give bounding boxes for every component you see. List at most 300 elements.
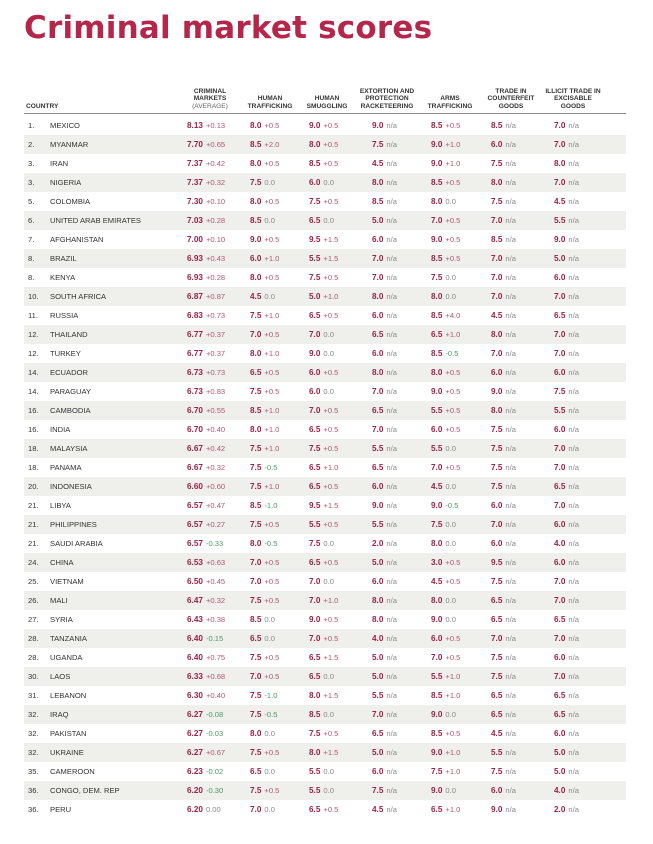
score-change: +0.5	[445, 121, 461, 130]
cell-criminal-markets	[187, 743, 225, 762]
score-change: n/a	[568, 254, 579, 263]
cell-excisable-goods	[554, 648, 579, 667]
score-value: 6.0	[554, 558, 566, 567]
score-change: -0.02	[205, 767, 224, 776]
score-value: 8.5	[431, 349, 443, 358]
score-change: 0.0	[323, 672, 334, 681]
table-row	[24, 154, 626, 173]
score-value: 6.0	[309, 387, 321, 396]
score-value: 6.87	[187, 292, 203, 301]
score-change: 0.0	[445, 197, 456, 206]
score-value: 6.5	[309, 672, 321, 681]
score-value: 5.0	[554, 254, 566, 263]
cell-human-trafficking	[250, 439, 279, 458]
cell-excisable-goods	[554, 230, 579, 249]
score-change: n/a	[386, 653, 397, 662]
table-row	[24, 192, 626, 211]
score-value: 7.30	[187, 197, 203, 206]
table-row	[24, 667, 626, 686]
cell-counterfeit-goods	[491, 762, 516, 781]
cell-counterfeit-goods	[491, 306, 516, 325]
score-value: 9.5	[309, 235, 321, 244]
cell-criminal-markets	[187, 249, 225, 268]
cell-human-trafficking	[250, 211, 275, 230]
score-change: n/a	[386, 786, 397, 795]
score-change: +1.0	[264, 482, 280, 491]
score-change: -0.5	[445, 349, 459, 358]
cell-human-trafficking	[250, 648, 279, 667]
score-value: 7.0	[554, 596, 566, 605]
score-change: +0.40	[205, 425, 226, 434]
score-change: -0.5	[264, 463, 278, 472]
score-value: 5.5	[309, 254, 321, 263]
country-name: IRAQ	[50, 710, 69, 719]
cell-arms-trafficking	[431, 306, 460, 325]
score-change: n/a	[568, 292, 579, 301]
table-row	[24, 173, 626, 192]
cell-arms-trafficking	[431, 610, 456, 629]
score-change: +0.5	[323, 444, 339, 453]
cell-human-smuggling	[309, 401, 338, 420]
score-value: 7.5	[491, 653, 503, 662]
country-name: VIETNAM	[50, 577, 84, 586]
score-change: +0.5	[445, 235, 461, 244]
score-value: 7.0	[372, 387, 384, 396]
score-change: +0.5	[445, 387, 461, 396]
cell-criminal-markets	[187, 439, 225, 458]
country-name: LAOS	[50, 672, 71, 681]
country-name: SOUTH AFRICA	[50, 292, 107, 301]
score-change: +0.5	[323, 520, 339, 529]
score-change: n/a	[505, 254, 516, 263]
score-value: 7.0	[250, 577, 262, 586]
cell-excisable-goods	[554, 249, 579, 268]
score-change: 0.0	[445, 482, 456, 491]
cell-extortion	[372, 306, 397, 325]
table-row	[24, 743, 626, 762]
cell-criminal-markets	[187, 781, 223, 800]
score-value: 5.5	[554, 406, 566, 415]
cell-human-smuggling	[309, 534, 334, 553]
rank: 16.	[28, 425, 39, 434]
cell-excisable-goods	[554, 591, 579, 610]
cell-human-trafficking	[250, 724, 275, 743]
score-value: 6.5	[372, 330, 384, 339]
score-change: 0.0	[445, 539, 456, 548]
score-change: n/a	[505, 672, 516, 681]
score-change: +1.0	[264, 425, 280, 434]
cell-human-smuggling	[309, 477, 338, 496]
score-change: n/a	[505, 653, 516, 662]
score-change: 0.0	[445, 615, 456, 624]
cell-arms-trafficking	[431, 496, 458, 515]
score-value: 6.5	[372, 406, 384, 415]
score-value: 6.43	[187, 615, 203, 624]
cell-extortion	[372, 762, 397, 781]
score-change: n/a	[386, 406, 397, 415]
score-value: 7.0	[431, 653, 443, 662]
cell-extortion	[372, 325, 397, 344]
cell-counterfeit-goods	[491, 325, 516, 344]
score-value: 4.0	[554, 539, 566, 548]
score-change: +0.5	[323, 368, 339, 377]
cell-counterfeit-goods	[491, 648, 516, 667]
score-change: n/a	[505, 577, 516, 586]
cell-excisable-goods	[554, 800, 579, 819]
score-value: 6.5	[250, 368, 262, 377]
score-change: n/a	[568, 520, 579, 529]
cell-counterfeit-goods	[491, 781, 516, 800]
cell-human-smuggling	[309, 781, 334, 800]
cell-extortion	[372, 705, 397, 724]
score-change: n/a	[505, 235, 516, 244]
rank: 31.	[28, 691, 39, 700]
score-change: n/a	[505, 159, 516, 168]
cell-arms-trafficking	[431, 154, 460, 173]
score-value: 5.5	[491, 748, 503, 757]
score-value: 6.5	[554, 615, 566, 624]
score-change: -0.5	[264, 710, 278, 719]
cell-excisable-goods	[554, 458, 579, 477]
cell-human-smuggling	[309, 762, 334, 781]
score-change: +0.5	[264, 121, 280, 130]
score-value: 5.5	[372, 444, 384, 453]
cell-excisable-goods	[554, 116, 579, 135]
score-change: n/a	[386, 444, 397, 453]
cell-arms-trafficking	[431, 192, 456, 211]
score-change: +0.42	[205, 159, 226, 168]
score-change: n/a	[505, 444, 516, 453]
cell-excisable-goods	[554, 344, 579, 363]
score-change: +1.5	[323, 748, 339, 757]
cell-human-smuggling	[309, 591, 338, 610]
table-row	[24, 230, 626, 249]
score-change: n/a	[568, 482, 579, 491]
score-value: 6.0	[431, 425, 443, 434]
score-value: 6.93	[187, 273, 203, 282]
cell-extortion	[372, 686, 397, 705]
cell-arms-trafficking	[431, 211, 460, 230]
rank: 8.	[28, 273, 35, 282]
score-change: n/a	[505, 482, 516, 491]
score-value: 7.0	[431, 216, 443, 225]
score-value: 6.0	[372, 577, 384, 586]
score-value: 7.0	[491, 216, 503, 225]
score-change: n/a	[386, 805, 397, 814]
score-change: n/a	[386, 140, 397, 149]
score-value: 9.5	[309, 501, 321, 510]
score-value: 6.5	[491, 596, 503, 605]
cell-human-trafficking	[250, 363, 279, 382]
score-change: n/a	[568, 159, 579, 168]
score-value: 7.5	[431, 767, 443, 776]
score-change: 0.0	[323, 539, 334, 548]
score-value: 7.0	[491, 634, 503, 643]
score-value: 6.0	[309, 178, 321, 187]
rank: 36.	[28, 805, 39, 814]
country-name: ECUADOR	[50, 368, 88, 377]
cell-criminal-markets	[187, 173, 225, 192]
score-change: +0.5	[445, 368, 461, 377]
score-value: 7.5	[309, 539, 321, 548]
score-value: 8.0	[431, 292, 443, 301]
cell-excisable-goods	[554, 363, 579, 382]
score-change: n/a	[568, 729, 579, 738]
cell-excisable-goods	[554, 439, 579, 458]
score-value: 9.0	[431, 387, 443, 396]
cell-human-smuggling	[309, 287, 338, 306]
score-value: 8.5	[250, 140, 262, 149]
score-value: 8.0	[250, 539, 262, 548]
cell-human-trafficking	[250, 743, 279, 762]
cell-extortion	[372, 458, 397, 477]
score-change: +0.5	[323, 159, 339, 168]
score-change: 0.0	[264, 729, 275, 738]
score-change: +0.5	[445, 425, 461, 434]
score-change: 0.0	[323, 767, 334, 776]
score-change: +1.0	[445, 140, 461, 149]
score-value: 6.5	[309, 482, 321, 491]
cell-human-smuggling	[309, 116, 338, 135]
cell-human-smuggling	[309, 667, 334, 686]
score-change: n/a	[386, 710, 397, 719]
header-human-trafficking: HUMAN TRAFFICKING	[247, 95, 293, 110]
score-change: n/a	[568, 178, 579, 187]
cell-human-smuggling	[309, 268, 338, 287]
score-value: 7.5	[250, 748, 262, 757]
cell-human-smuggling	[309, 705, 334, 724]
score-change: +0.5	[264, 273, 280, 282]
score-change: +1.0	[323, 596, 339, 605]
score-value: 4.5	[250, 292, 262, 301]
score-value: 6.0	[554, 520, 566, 529]
score-change: n/a	[505, 387, 516, 396]
cell-arms-trafficking	[431, 363, 460, 382]
country-name: MALAYSIA	[50, 444, 88, 453]
score-value: 6.33	[187, 672, 203, 681]
score-change: 0.0	[323, 178, 334, 187]
rank: 26.	[28, 596, 39, 605]
score-change: -0.03	[205, 729, 224, 738]
country-name: PERU	[50, 805, 72, 814]
rank: 21.	[28, 501, 39, 510]
score-change: +1.0	[445, 805, 461, 814]
cell-human-smuggling	[309, 743, 338, 762]
cell-arms-trafficking	[431, 667, 460, 686]
cell-counterfeit-goods	[491, 591, 516, 610]
score-change: +0.55	[205, 406, 226, 415]
score-value: 8.5	[491, 235, 503, 244]
score-value: 8.0	[250, 121, 262, 130]
cell-excisable-goods	[554, 382, 579, 401]
score-value: 6.5	[554, 710, 566, 719]
score-change: +1.5	[323, 235, 339, 244]
score-change: +1.0	[264, 406, 280, 415]
score-change: n/a	[568, 387, 579, 396]
score-value: 8.0	[431, 596, 443, 605]
score-value: 7.5	[250, 691, 262, 700]
score-value: 8.0	[250, 729, 262, 738]
score-change: +0.5	[264, 653, 280, 662]
cell-excisable-goods	[554, 610, 579, 629]
cell-counterfeit-goods	[491, 420, 516, 439]
score-value: 7.5	[250, 482, 262, 491]
cell-excisable-goods	[554, 401, 579, 420]
score-change: n/a	[386, 539, 397, 548]
cell-counterfeit-goods	[491, 287, 516, 306]
score-value: 4.5	[431, 482, 443, 491]
score-change: 0.0	[445, 596, 456, 605]
rank: 28.	[28, 634, 39, 643]
score-value: 6.0	[309, 368, 321, 377]
score-value: 6.83	[187, 311, 203, 320]
cell-excisable-goods	[554, 515, 579, 534]
cell-criminal-markets	[187, 591, 225, 610]
cell-criminal-markets	[187, 116, 225, 135]
score-change: +0.5	[323, 482, 339, 491]
score-change: n/a	[386, 425, 397, 434]
score-value: 6.30	[187, 691, 203, 700]
score-value: 6.67	[187, 444, 203, 453]
cell-human-smuggling	[309, 724, 338, 743]
table-row	[24, 306, 626, 325]
cell-excisable-goods	[554, 686, 579, 705]
score-value: 6.40	[187, 653, 203, 662]
score-value: 7.5	[491, 159, 503, 168]
cell-human-smuggling	[309, 325, 334, 344]
score-change: +0.37	[205, 349, 226, 358]
cell-human-trafficking	[250, 173, 275, 192]
cell-excisable-goods	[554, 325, 579, 344]
score-value: 6.0	[491, 501, 503, 510]
score-change: +0.60	[205, 482, 226, 491]
cell-counterfeit-goods	[491, 686, 516, 705]
score-change: +1.0	[323, 292, 339, 301]
country-name: SYRIA	[50, 615, 73, 624]
score-value: 7.5	[250, 710, 262, 719]
cell-human-trafficking	[250, 230, 279, 249]
table-row	[24, 439, 626, 458]
score-value: 6.20	[187, 805, 203, 814]
cell-excisable-goods	[554, 743, 579, 762]
score-value: 9.0	[309, 349, 321, 358]
country-name: MALI	[50, 596, 68, 605]
cell-extortion	[372, 572, 397, 591]
score-value: 8.0	[372, 292, 384, 301]
score-change: +0.5	[445, 729, 461, 738]
cell-extortion	[372, 800, 397, 819]
score-change: n/a	[505, 330, 516, 339]
cell-counterfeit-goods	[491, 116, 516, 135]
cell-criminal-markets	[187, 800, 221, 819]
score-change: n/a	[386, 273, 397, 282]
score-value: 6.5	[554, 311, 566, 320]
score-value: 6.73	[187, 387, 203, 396]
header-extortion: EXTORTION AND PROTECTION RACKETEERING	[359, 87, 415, 110]
score-value: 6.5	[309, 311, 321, 320]
score-change: +0.73	[205, 368, 226, 377]
score-change: n/a	[568, 425, 579, 434]
score-change: +0.5	[264, 197, 280, 206]
cell-arms-trafficking	[431, 705, 456, 724]
score-change: 0.0	[445, 710, 456, 719]
score-value: 5.5	[431, 406, 443, 415]
cell-counterfeit-goods	[491, 515, 516, 534]
cell-human-trafficking	[250, 629, 275, 648]
score-value: 2.0	[554, 805, 566, 814]
score-value: 4.0	[554, 786, 566, 795]
score-value: 6.60	[187, 482, 203, 491]
cell-excisable-goods	[554, 496, 579, 515]
score-value: 9.0	[431, 235, 443, 244]
score-value: 5.0	[372, 672, 384, 681]
cell-arms-trafficking	[431, 724, 460, 743]
country-name: TURKEY	[50, 349, 81, 358]
score-change: +0.68	[205, 672, 226, 681]
cell-criminal-markets	[187, 572, 225, 591]
score-value: 9.0	[431, 140, 443, 149]
score-change: 0.0	[264, 767, 275, 776]
score-value: 6.0	[372, 482, 384, 491]
score-value: 7.0	[491, 292, 503, 301]
score-value: 7.37	[187, 159, 203, 168]
score-change: n/a	[505, 349, 516, 358]
cell-human-smuggling	[309, 496, 338, 515]
score-value: 4.5	[491, 311, 503, 320]
score-change: n/a	[505, 216, 516, 225]
score-value: 8.5	[309, 710, 321, 719]
header-divider	[24, 113, 626, 114]
country-name: MYANMAR	[50, 140, 89, 149]
score-value: 2.0	[372, 539, 384, 548]
country-name: UNITED ARAB EMIRATES	[50, 216, 141, 225]
score-change: n/a	[505, 368, 516, 377]
header-counterfeit-goods: TRADE IN COUNTERFEIT GOODS	[487, 87, 535, 110]
score-value: 5.5	[431, 444, 443, 453]
score-change: +0.32	[205, 178, 226, 187]
cell-human-trafficking	[250, 591, 279, 610]
score-change: +0.5	[323, 121, 339, 130]
score-value: 9.0	[431, 786, 443, 795]
cell-counterfeit-goods	[491, 458, 516, 477]
cell-human-trafficking	[250, 382, 279, 401]
rank: 3.	[28, 159, 35, 168]
score-change: n/a	[386, 672, 397, 681]
score-value: 7.5	[250, 520, 262, 529]
score-change: 0.0	[264, 178, 275, 187]
table-row	[24, 401, 626, 420]
score-change: -0.5	[264, 539, 278, 548]
score-change: n/a	[568, 634, 579, 643]
table-row	[24, 629, 626, 648]
score-value: 7.5	[491, 197, 503, 206]
score-change: n/a	[386, 235, 397, 244]
score-change: +1.0	[323, 463, 339, 472]
cell-criminal-markets	[187, 534, 223, 553]
score-value: 6.5	[309, 558, 321, 567]
rank: 5.	[28, 197, 35, 206]
cell-counterfeit-goods	[491, 230, 516, 249]
table-row	[24, 325, 626, 344]
score-change: -0.08	[205, 710, 224, 719]
cell-human-smuggling	[309, 553, 338, 572]
score-change: n/a	[568, 577, 579, 586]
score-change: -0.15	[205, 634, 224, 643]
score-value: 7.5	[491, 482, 503, 491]
score-change: +0.32	[205, 596, 226, 605]
score-value: 7.0	[554, 292, 566, 301]
cell-arms-trafficking	[431, 382, 460, 401]
